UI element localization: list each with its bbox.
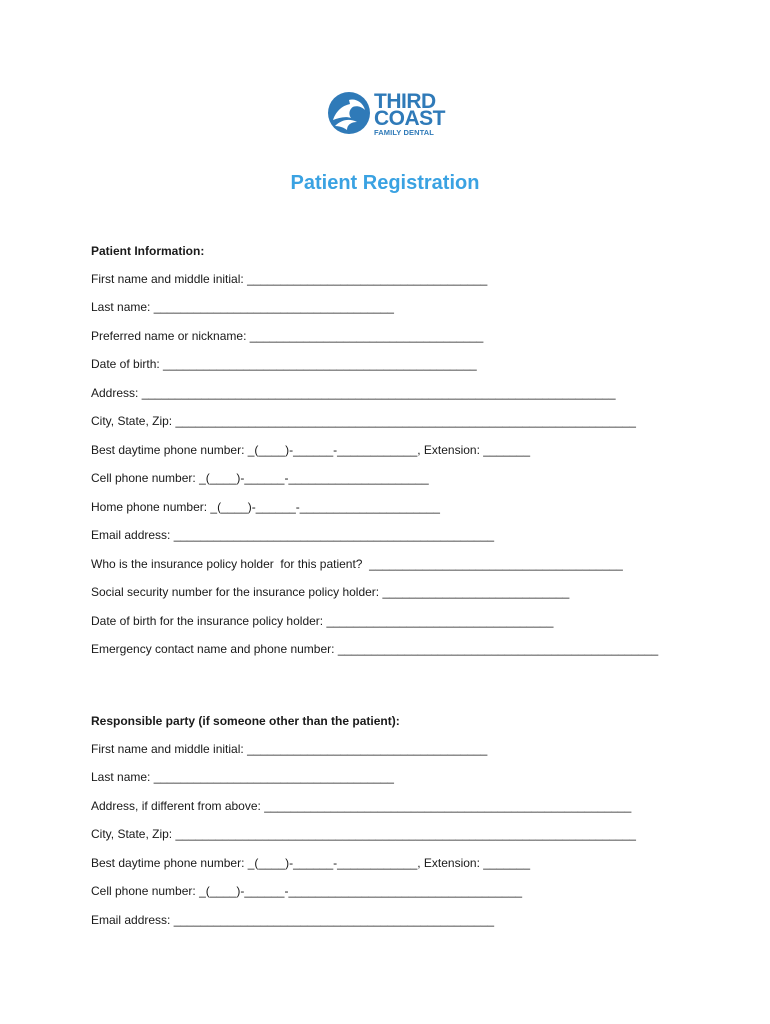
patient-city-state-zip-field[interactable]: City, State, Zip: _____________________________________________________________________ (91, 414, 636, 428)
logo-text-family-dental: FAMILY DENTAL (374, 128, 434, 137)
responsible-cell-phone-field[interactable]: Cell phone number: _(____)-______-___________________________________ (91, 884, 523, 898)
responsible-last-name-field[interactable]: Last name: ____________________________________ (91, 770, 394, 784)
responsible-city-state-zip-field[interactable]: City, State, Zip: _____________________________________________________________________ (91, 827, 636, 841)
patient-nickname-field[interactable]: Preferred name or nickname: ___________________________________ (91, 329, 484, 343)
patient-dob-field[interactable]: Date of birth: _______________________________________________ (91, 357, 477, 371)
patient-info-heading: Patient Information: (91, 244, 205, 258)
patient-first-name-field[interactable]: First name and middle initial: ____________________________________ (91, 272, 488, 286)
logo-text-coast: COAST (374, 107, 445, 130)
patient-daytime-phone-field[interactable]: Best daytime phone number: _(____)-______-____________, Extension: _______ (91, 443, 530, 457)
logo (327, 90, 447, 140)
wave-emblem-icon (327, 90, 371, 136)
insurance-holder-field[interactable]: Who is the insurance policy holder for this patient? ______________________________________ (91, 557, 623, 571)
responsible-daytime-phone-field[interactable]: Best daytime phone number: _(____)-______-____________, Extension: _______ (91, 856, 530, 870)
responsible-address-field[interactable]: Address, if different from above: _______________________________________________________ (91, 799, 632, 813)
emergency-contact-field[interactable]: Emergency contact name and phone number: ________________________________________________ (91, 642, 659, 656)
responsible-email-field[interactable]: Email address: ________________________________________________ (91, 913, 495, 927)
patient-email-field[interactable]: Email address: ________________________________________________ (91, 528, 495, 542)
page-title: Patient Registration (290, 172, 480, 194)
responsible-party-heading: Responsible party (if someone other than the patient): (91, 714, 400, 728)
patient-address-field[interactable]: Address: _______________________________________________________________________ (91, 386, 616, 400)
patient-home-phone-field[interactable]: Home phone number: _(____)-______-_____________________ (91, 500, 440, 514)
patient-cell-phone-field[interactable]: Cell phone number: _(____)-______-_____________________ (91, 471, 429, 485)
insurance-holder-dob-field[interactable]: Date of birth for the insurance policy holder: __________________________________ (91, 614, 554, 628)
logo-text-third: THIRD (374, 90, 436, 113)
responsible-first-name-field[interactable]: First name and middle initial: ____________________________________ (91, 742, 488, 756)
patient-last-name-field[interactable]: Last name: ____________________________________ (91, 300, 394, 314)
insurance-holder-ssn-field[interactable]: Social security number for the insurance policy holder: ____________________________ (91, 585, 570, 599)
